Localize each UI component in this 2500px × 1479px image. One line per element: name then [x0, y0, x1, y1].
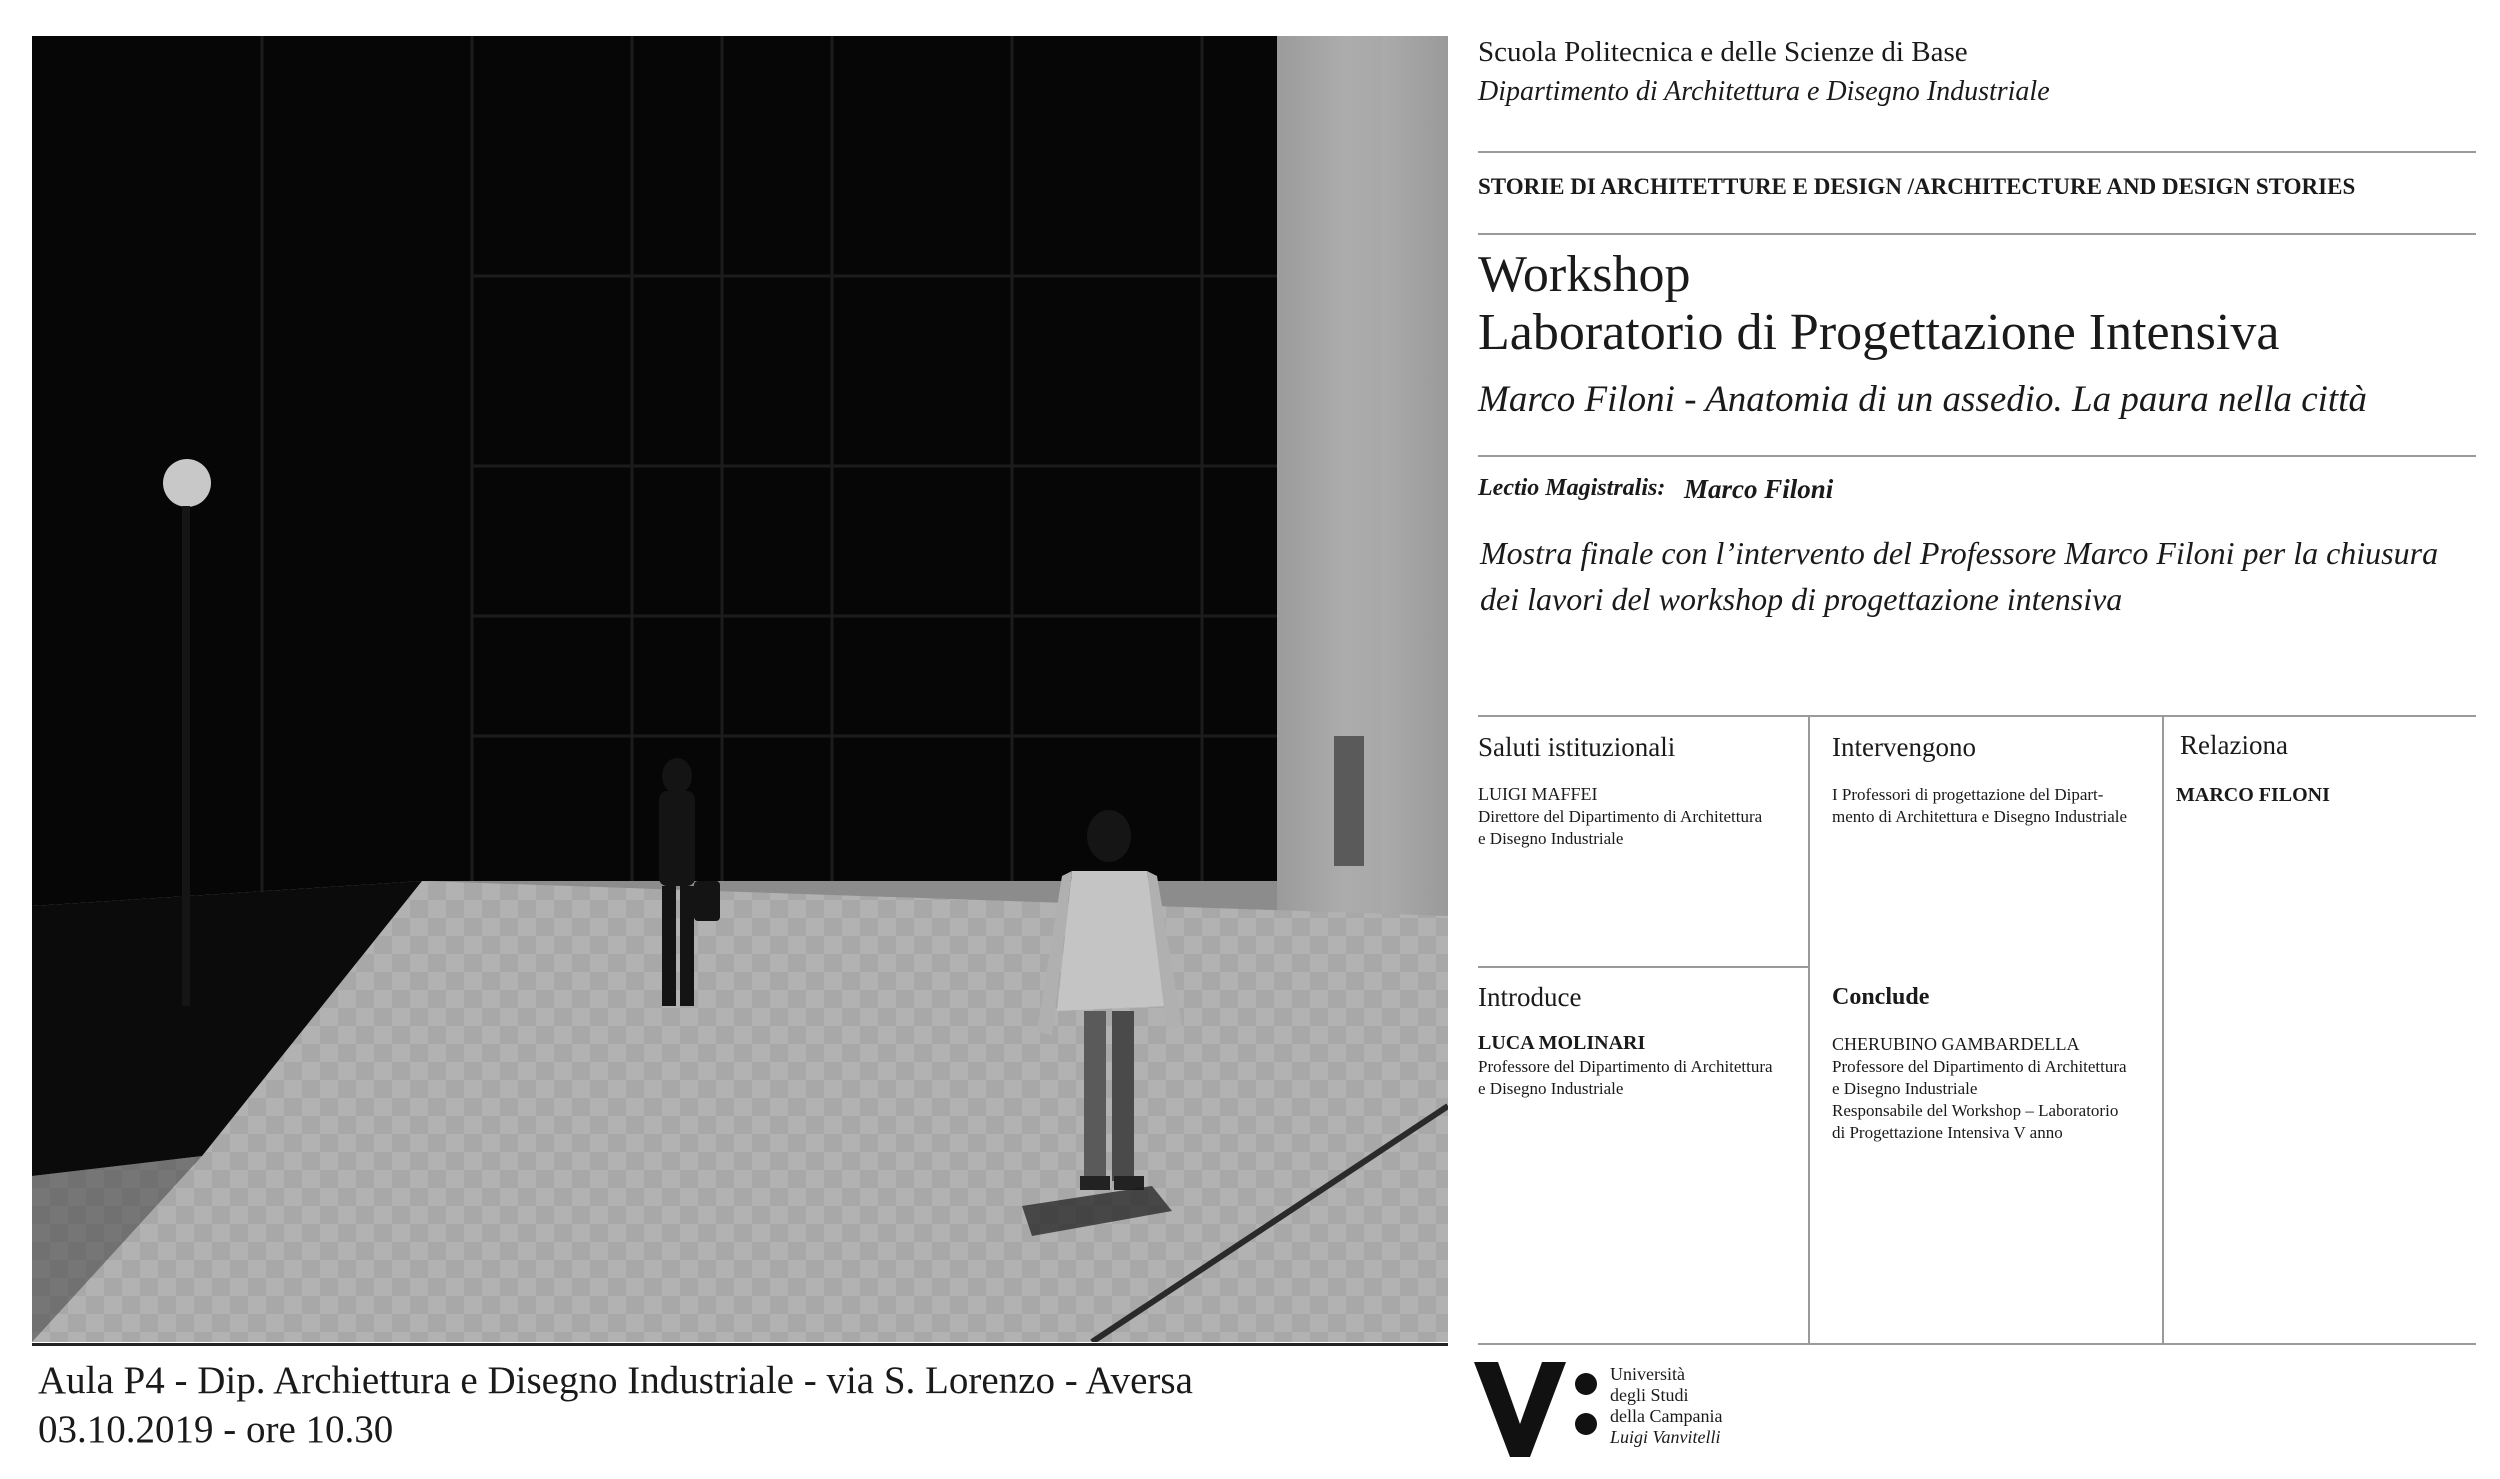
vanvitelli-logo-mark-icon [1474, 1362, 1604, 1457]
grid-column-divider [1808, 716, 1810, 1343]
intervengono-role-line: mento di Architettura e Disegno Industriale [1832, 807, 2128, 826]
school-name: Scuola Politecnica e delle Scienze di Base [1478, 36, 1968, 68]
date-time-text: 03.10.2019 - ore 10.30 [38, 1408, 394, 1451]
conclude-heading: Conclude [1832, 984, 1930, 1010]
university-name-line: Università [1610, 1364, 1685, 1384]
grid-top-rule [1478, 715, 2476, 717]
conclude-role-line: e Disegno Industriale [1832, 1079, 1978, 1098]
grid-bottom-rule [1478, 1343, 2476, 1345]
conclude-role-line: Professore del Dipartimento di Architettura [1832, 1057, 2127, 1076]
conclude-role-line: Responsabile del Workshop – Laboratorio [1832, 1101, 2119, 1120]
grid-column-divider [2162, 716, 2164, 1343]
grid-row-divider [1478, 966, 1808, 968]
saluti-name: LUIGI MAFFEI [1478, 784, 1598, 804]
event-description: Mostra finale con l’intervento del Professore Marco Filoni per la chiusura dei lavori del workshop di progettazione intensiva [1480, 535, 2439, 617]
saluti-role-line: e Disegno Industriale [1478, 829, 1624, 848]
divider [1478, 455, 2476, 457]
lectio-speaker: Marco Filoni [1684, 474, 1834, 504]
photo-illustration [32, 36, 1448, 1342]
intervengono-heading: Intervengono [1832, 732, 1976, 762]
conclude-role-line: di Progettazione Intensiva V anno [1832, 1123, 2063, 1142]
introduce-role-line: Professore del Dipartimento di Architettura [1478, 1057, 1773, 1076]
relaziona-name: MARCO FILONI [2176, 784, 2330, 806]
venue-text: Aula P4 - Dip. Archiettura e Disegno Industriale - via S. Lorenzo - Aversa [38, 1359, 1193, 1402]
university-logo [1474, 1362, 1604, 1462]
divider [1478, 233, 2476, 235]
workshop-subtitle: Laboratorio di Progettazione Intensiva [1478, 304, 2280, 361]
conclude-name: CHERUBINO GAMBARDELLA [1832, 1034, 2080, 1054]
introduce-name: LUCA MOLINARI [1478, 1032, 1646, 1054]
series-title: STORIE DI ARCHITETTURE E DESIGN /ARCHITECTURE AND DESIGN STORIES [1478, 174, 2356, 199]
photo-underline [32, 1343, 1448, 1346]
university-name-line: Luigi Vanvitelli [1610, 1427, 1721, 1447]
workshop-title: Workshop [1478, 246, 1691, 303]
saluti-heading: Saluti istituzionali [1478, 732, 1676, 762]
relaziona-heading: Relaziona [2180, 730, 2288, 760]
university-name-line: della Campania [1610, 1406, 1723, 1426]
saluti-role-line: Direttore del Dipartimento di Architettura [1478, 807, 1763, 826]
event-photo [32, 36, 1448, 1342]
divider [1478, 151, 2476, 153]
department-name: Dipartimento di Architettura e Disegno Industriale [1478, 76, 2050, 107]
workshop-theme: Marco Filoni - Anatomia di un assedio. La paura nella città [1478, 379, 2367, 420]
intervengono-role-line: I Professori di progettazione del Dipart- [1832, 785, 2104, 804]
introduce-heading: Introduce [1478, 982, 1582, 1012]
introduce-role-line: e Disegno Industriale [1478, 1079, 1624, 1098]
university-name-line: degli Studi [1610, 1385, 1689, 1405]
lectio-label: Lectio Magistralis: [1478, 475, 1666, 501]
